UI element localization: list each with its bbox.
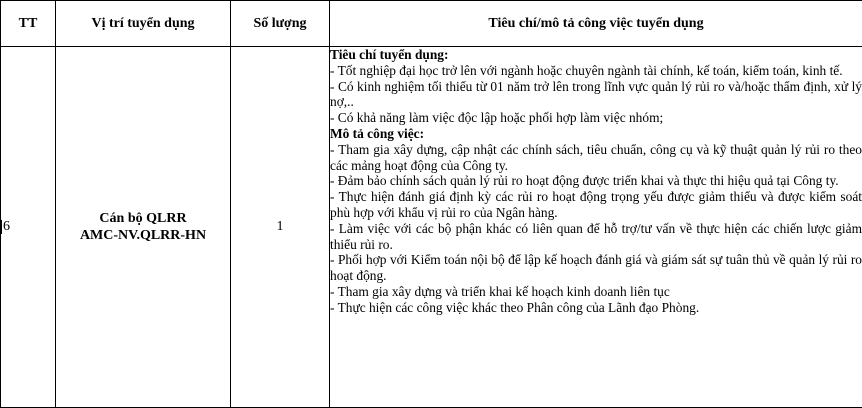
header-description: Tiêu chí/mô tả công việc tuyển dụng — [330, 1, 862, 47]
criteria-item: - Tốt nghiệp đại học trở lên với ngành hoặc chuyên ngành tài chính, kế toán, kiểm toán, kinh tế. — [330, 63, 862, 79]
header-tt: TT — [1, 1, 56, 47]
header-position: Vị trí tuyển dụng — [56, 1, 231, 47]
text-cursor — [1, 220, 2, 234]
position-cell — [56, 47, 231, 408]
duty-item: - Phối hợp với Kiểm toán nội bộ để lập kế hoạch đánh giá và giám sát sự tuân thủ về quản lý rủi ro hoạt động. — [330, 252, 862, 284]
position-title: Cán bộ QLRR — [56, 210, 230, 227]
criteria-item: - Có khả năng làm việc độc lập hoặc phối hợp làm việc nhóm; — [330, 110, 862, 126]
description-cell — [330, 47, 862, 408]
duty-item: - Thực hiện đánh giá định kỳ các rủi ro hoạt động trọng yếu được giảm thiểu và được kiểm soát phù hợp với khẩu vị rủi ro của Ngân hàng. — [330, 189, 862, 221]
table-row — [1, 47, 862, 408]
duty-item: - Thực hiện các công việc khác theo Phân công của Lãnh đạo Phòng. — [330, 300, 862, 316]
duty-item: - Tham gia xây dựng, cập nhật các chính sách, tiêu chuẩn, công cụ và kỹ thuật quản lý rủi ro theo các mảng hoạt động của Công ty. — [330, 142, 862, 174]
criteria-item: - Có kinh nghiệm tối thiểu từ 01 năm trở lên trong lĩnh vực quản lý rủi ro và/hoặc thẩm định, xử lý nợ,.. — [330, 79, 862, 111]
duty-item: - Tham gia xây dựng và triển khai kế hoạch kinh doanh liên tục — [330, 284, 862, 300]
duty-item: - Đảm bảo chính sách quản lý rủi ro hoạt động được triển khai và thực thi hiệu quả tại Công ty. — [330, 173, 862, 189]
header-row — [1, 1, 862, 47]
row-tt-cell — [1, 47, 56, 408]
header-quantity: Số lượng — [231, 1, 330, 47]
position-code: AMC-NV.QLRR-HN — [56, 227, 230, 244]
duty-item: - Làm việc với các bộ phận khác có liên quan để hỗ trợ/tư vấn về thực hiện các chiến lược giảm thiểu rủi ro. — [330, 221, 862, 253]
quantity-value: 1 — [277, 219, 284, 234]
duties-title: Mô tả công việc: — [330, 126, 862, 142]
quantity-cell — [231, 47, 330, 408]
row-number: 6 — [3, 219, 10, 234]
criteria-title: Tiêu chí tuyển dụng: — [330, 47, 862, 63]
